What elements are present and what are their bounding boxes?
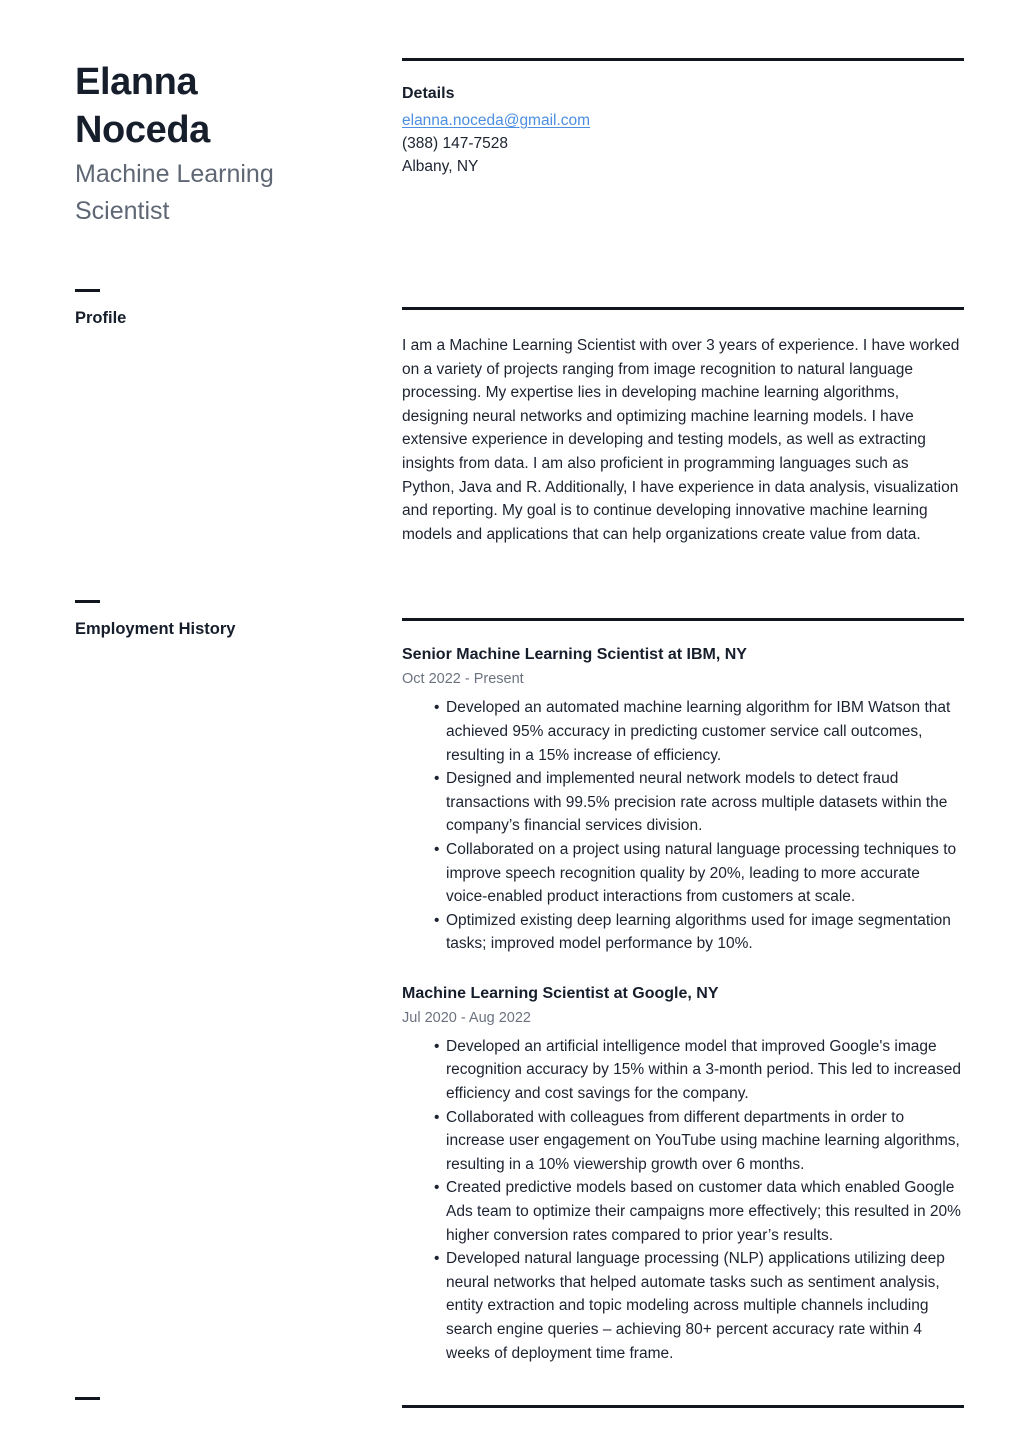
list-item: • Collaborated with colleagues from different departments in order to increase user engagement on YouTube using machine learning algorithms, resulting in a 10% viewership growth over 6 months. xyxy=(434,1106,964,1177)
list-item: • Optimized existing deep learning algorithms used for image segmentation tasks; improved model performance by 10%. xyxy=(434,909,964,956)
job-dates: Oct 2022 - Present xyxy=(402,671,524,688)
details-block xyxy=(402,61,964,178)
next-section-left xyxy=(75,1397,402,1414)
job-title-subtitle: Machine Learning Scientist xyxy=(75,160,274,225)
page-title xyxy=(75,58,305,154)
list-item: • Developed an artificial intelligence model that improved Google's image recognition accuracy by 15% within a 3-month period. This led to increased efficiency and cost savings for the company. xyxy=(434,1035,964,1106)
detail-email-row xyxy=(402,109,964,132)
job-dates: Jul 2020 - Aug 2022 xyxy=(402,1009,531,1026)
detail-location: Albany, NY xyxy=(402,158,479,175)
profile-text: I am a Machine Learning Scientist with over 3 years of experience. I have worked on a variety of projects ranging from image recognition to natural language processing. My expertise lies in developing machine learning algorithms, designing neural networks and optimizing machine learning models. I have extensive experience in developing and testing models, as well as extracting insights from data. I am also proficient in programming languages such as Python, Java and R. Additionally, I have experience in data analysis, visualization and reporting. My goal is to continue developing innovative machine learning models and applications that can help organizations create value from data. xyxy=(402,337,960,543)
profile-section xyxy=(75,289,964,546)
section-label-employment: Employment History xyxy=(75,620,236,639)
section-rule-next xyxy=(75,1397,100,1400)
list-item: • Designed and implemented neural network models to detect fraud transactions with 99.5% precision rate across multiple datasets within the company’s financial services division. xyxy=(434,767,964,838)
list-item: • Collaborated on a project using natural language processing techniques to improve speech recognition quality by 20%, leading to more accurate voice-enabled product interactions from customers at scale. xyxy=(434,838,964,909)
employment-right xyxy=(402,600,964,1365)
detail-phone: (388) 147-7528 xyxy=(402,135,508,152)
details-heading: Details xyxy=(402,85,455,102)
job-title: Machine Learning Scientist at Google, NY xyxy=(402,984,719,1002)
header-section xyxy=(75,0,964,230)
job-bullet-list xyxy=(402,1035,964,1365)
job-bullet-list xyxy=(402,696,964,956)
section-rule-profile xyxy=(75,289,100,292)
profile-left xyxy=(75,289,402,330)
employment-left xyxy=(75,600,402,641)
first-name: Elanna xyxy=(75,61,198,103)
header-right xyxy=(402,58,964,178)
email-link[interactable]: elanna.noceda@gmail.com xyxy=(402,112,591,129)
next-section-partial xyxy=(75,1397,964,1414)
employment-section xyxy=(75,600,964,1365)
employment-entry xyxy=(402,643,964,956)
next-section-right xyxy=(402,1397,964,1408)
section-rule-employment xyxy=(75,600,100,603)
header-left xyxy=(75,58,402,230)
employment-entry xyxy=(402,982,964,1365)
list-item: • Created predictive models based on customer data which enabled Google Ads team to optimize their campaigns more effectively; this resulted in 20% higher conversion rates compared to prior year’s results. xyxy=(434,1176,964,1247)
list-item: • Developed natural language processing (NLP) applications utilizing deep neural networks that helped automate tasks such as sentiment analysis, entity extraction and topic modeling across multiple channels including search engine queries – achieving 80+ percent accuracy rate within 4 weeks of deployment time frame. xyxy=(434,1247,964,1365)
profile-right xyxy=(402,289,964,546)
section-label-profile: Profile xyxy=(75,309,127,327)
job-title: Senior Machine Learning Scientist at IBM, NY xyxy=(402,646,747,664)
last-name: Noceda xyxy=(75,109,210,151)
divider-next xyxy=(402,1405,964,1408)
list-item: • Developed an automated machine learning algorithm for IBM Watson that achieved 95% accuracy in predicting customer service call outcomes, resulting in a 15% increase of efficiency. xyxy=(434,696,964,767)
